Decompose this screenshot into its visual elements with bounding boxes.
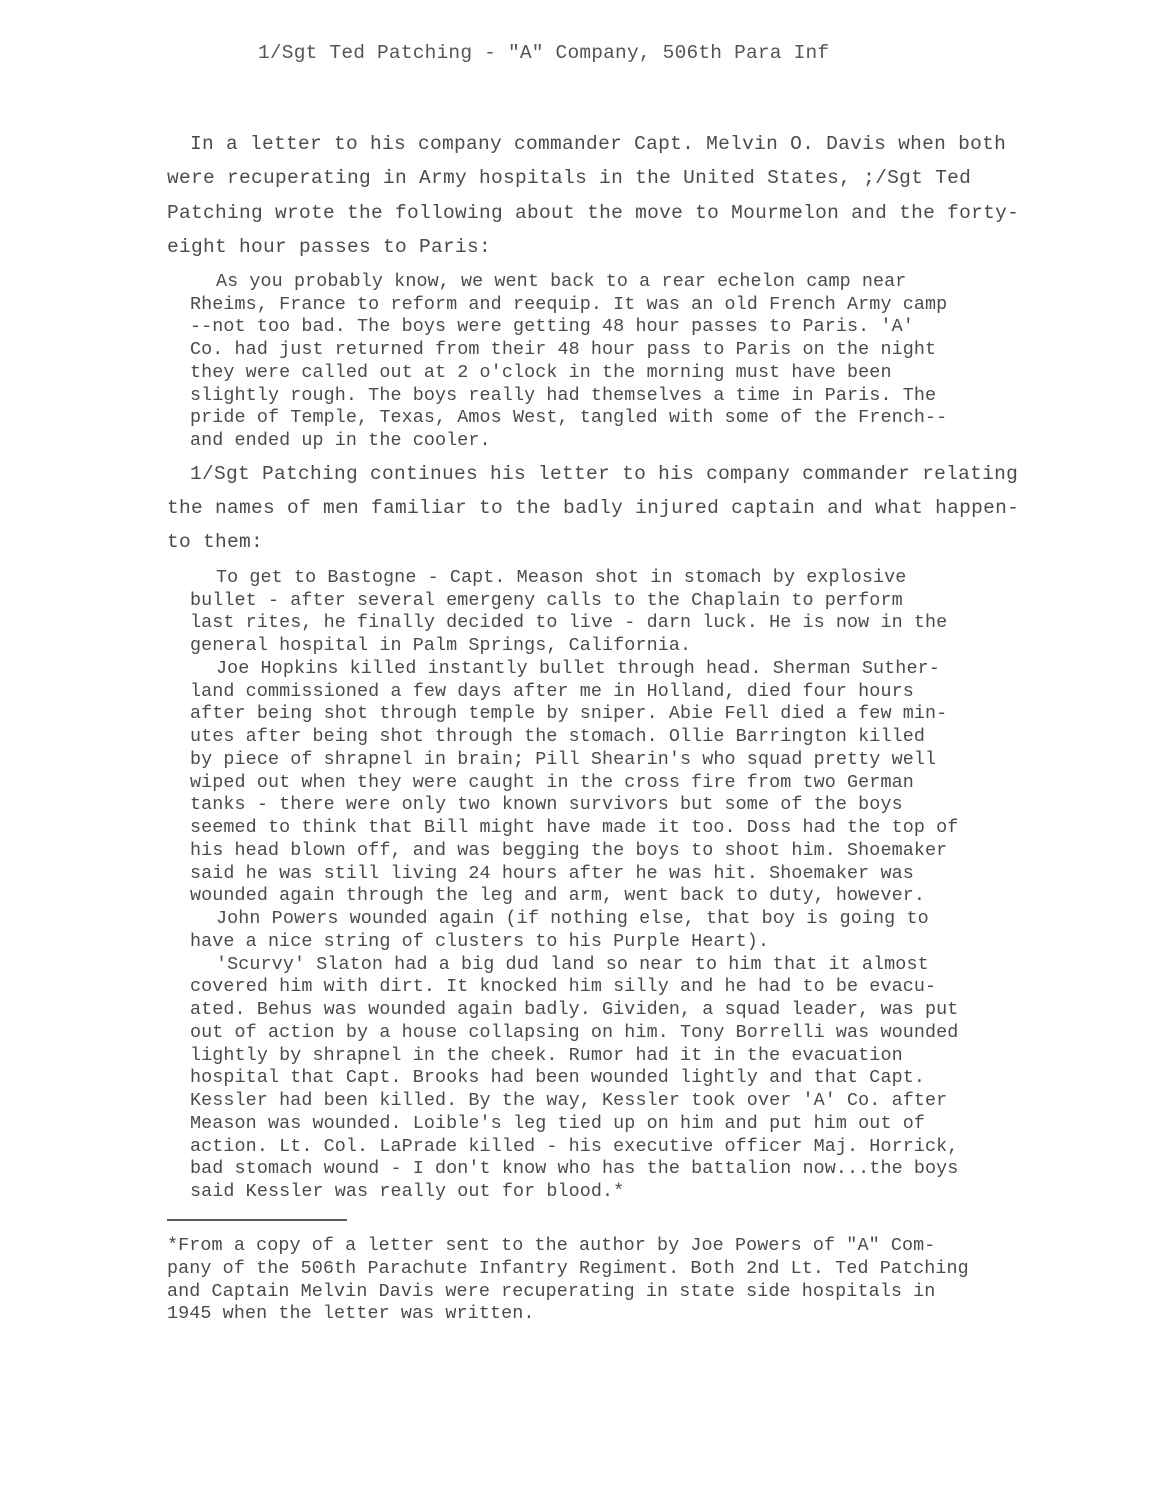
quote1-line-2: Rheims, France to reform and reequip. It was an old French Army camp xyxy=(190,294,948,315)
quote2-line-5: Joe Hopkins killed instantly bullet through head. Sherman Suther- xyxy=(216,658,940,679)
quote2-line-23: hospital that Capt. Brooks had been wounded lightly and that Capt. xyxy=(190,1067,925,1088)
quote2-line-18: 'Scurvy' Slaton had a big dud land so near to him that it almost xyxy=(216,954,929,975)
quote2-line-25: Meason was wounded. Loible's leg tied up on him and put him out of xyxy=(190,1113,925,1134)
intro-line-2: were recuperating in Army hospitals in the United States, ;/Sgt Ted xyxy=(167,167,972,189)
intro-line-1: In a letter to his company commander Capt. Melvin O. Davis when both xyxy=(190,133,1007,155)
para2-line-2: the names of men familiar to the badly injured captain and what happen- xyxy=(167,497,1020,519)
quote2-line-17: have a nice string of clusters to his Purple Heart). xyxy=(190,931,770,952)
quote2-line-21: out of action by a house collapsing on him. Tony Borrelli was wounded xyxy=(190,1022,959,1043)
quote1-line-4: Co. had just returned from their 48 hour pass to Paris on the night xyxy=(190,339,937,360)
footnote-divider xyxy=(167,1219,347,1221)
para2-line-3: to them: xyxy=(167,531,264,553)
quote2-line-14: said he was still living 24 hours after he was hit. Shoemaker was xyxy=(190,863,914,884)
quote2-line-16: John Powers wounded again (if nothing else, that boy is going to xyxy=(216,908,929,929)
quote2-line-12: seemed to think that Bill might have made it too. Doss had the top of xyxy=(190,817,959,838)
quote1-line-8: and ended up in the cooler. xyxy=(190,430,491,451)
intro-line-4: eight hour passes to Paris: xyxy=(167,236,492,258)
quote2-line-4: general hospital in Palm Springs, California. xyxy=(190,635,692,656)
quote2-line-19: covered him with dirt. It knocked him silly and he had to be evacu- xyxy=(190,976,937,997)
para2-line-1: 1/Sgt Patching continues his letter to his company commander relating xyxy=(190,463,1019,485)
quote2-line-24: Kessler had been killed. By the way, Kessler took over 'A' Co. after xyxy=(190,1090,948,1111)
footnote-line-1: *From a copy of a letter sent to the author by Joe Powers of "A" Com- xyxy=(167,1235,936,1256)
footnote-line-4: 1945 when the letter was written. xyxy=(167,1303,535,1324)
quote2-line-8: utes after being shot through the stomach. Ollie Barrington killed xyxy=(190,726,925,747)
quote2-line-13: his head blown off, and was begging the boys to shoot him. Shoemaker xyxy=(190,840,948,861)
footnote-line-2: pany of the 506th Parachute Infantry Regiment. Both 2nd Lt. Ted Patching xyxy=(167,1258,969,1279)
quote2-line-11: tanks - there were only two known survivors but some of the boys xyxy=(190,794,903,815)
intro-line-3: Patching wrote the following about the move to Mourmelon and the forty- xyxy=(167,202,1020,224)
quote2-line-15: wounded again through the leg and arm, went back to duty, however. xyxy=(190,885,925,906)
quote1-line-5: they were called out at 2 o'clock in the morning must have been xyxy=(190,362,892,383)
quote1-line-1: As you probably know, we went back to a rear echelon camp near xyxy=(216,271,907,292)
quote2-line-9: by piece of shrapnel in brain; Pill Shearin's who squad pretty well xyxy=(190,749,937,770)
quote2-line-26: action. Lt. Col. LaPrade killed - his executive officer Maj. Horrick, xyxy=(190,1136,959,1157)
quote1-line-3: --not too bad. The boys were getting 48 hour passes to Paris. 'A' xyxy=(190,316,914,337)
quote2-line-22: lightly by shrapnel in the cheek. Rumor had it in the evacuation xyxy=(190,1045,903,1066)
quote2-line-1: To get to Bastogne - Capt. Meason shot in stomach by explosive xyxy=(216,567,907,588)
quote1-line-6: slightly rough. The boys really had themselves a time in Paris. The xyxy=(190,385,937,406)
quote2-line-6: land commissioned a few days after me in Holland, died four hours xyxy=(190,681,914,702)
quote2-line-20: ated. Behus was wounded again badly. Gividen, a squad leader, was put xyxy=(190,999,959,1020)
page-title: 1/Sgt Ted Patching - "A" Company, 506th Para Inf xyxy=(258,42,830,64)
quote2-line-27: bad stomach wound - I don't know who has the battalion now...the boys xyxy=(190,1158,959,1179)
quote2-line-10: wiped out when they were caught in the cross fire from two German xyxy=(190,772,914,793)
footnote-line-3: and Captain Melvin Davis were recuperating in state side hospitals in xyxy=(167,1281,936,1302)
quote2-line-2: bullet - after several emergeny calls to the Chaplain to perform xyxy=(190,590,903,611)
quote2-line-7: after being shot through temple by sniper. Abie Fell died a few min- xyxy=(190,703,948,724)
quote2-line-3: last rites, he finally decided to live - darn luck. He is now in the xyxy=(190,612,948,633)
quote2-line-28: said Kessler was really out for blood.* xyxy=(190,1181,625,1202)
quote1-line-7: pride of Temple, Texas, Amos West, tangled with some of the French-- xyxy=(190,407,948,428)
